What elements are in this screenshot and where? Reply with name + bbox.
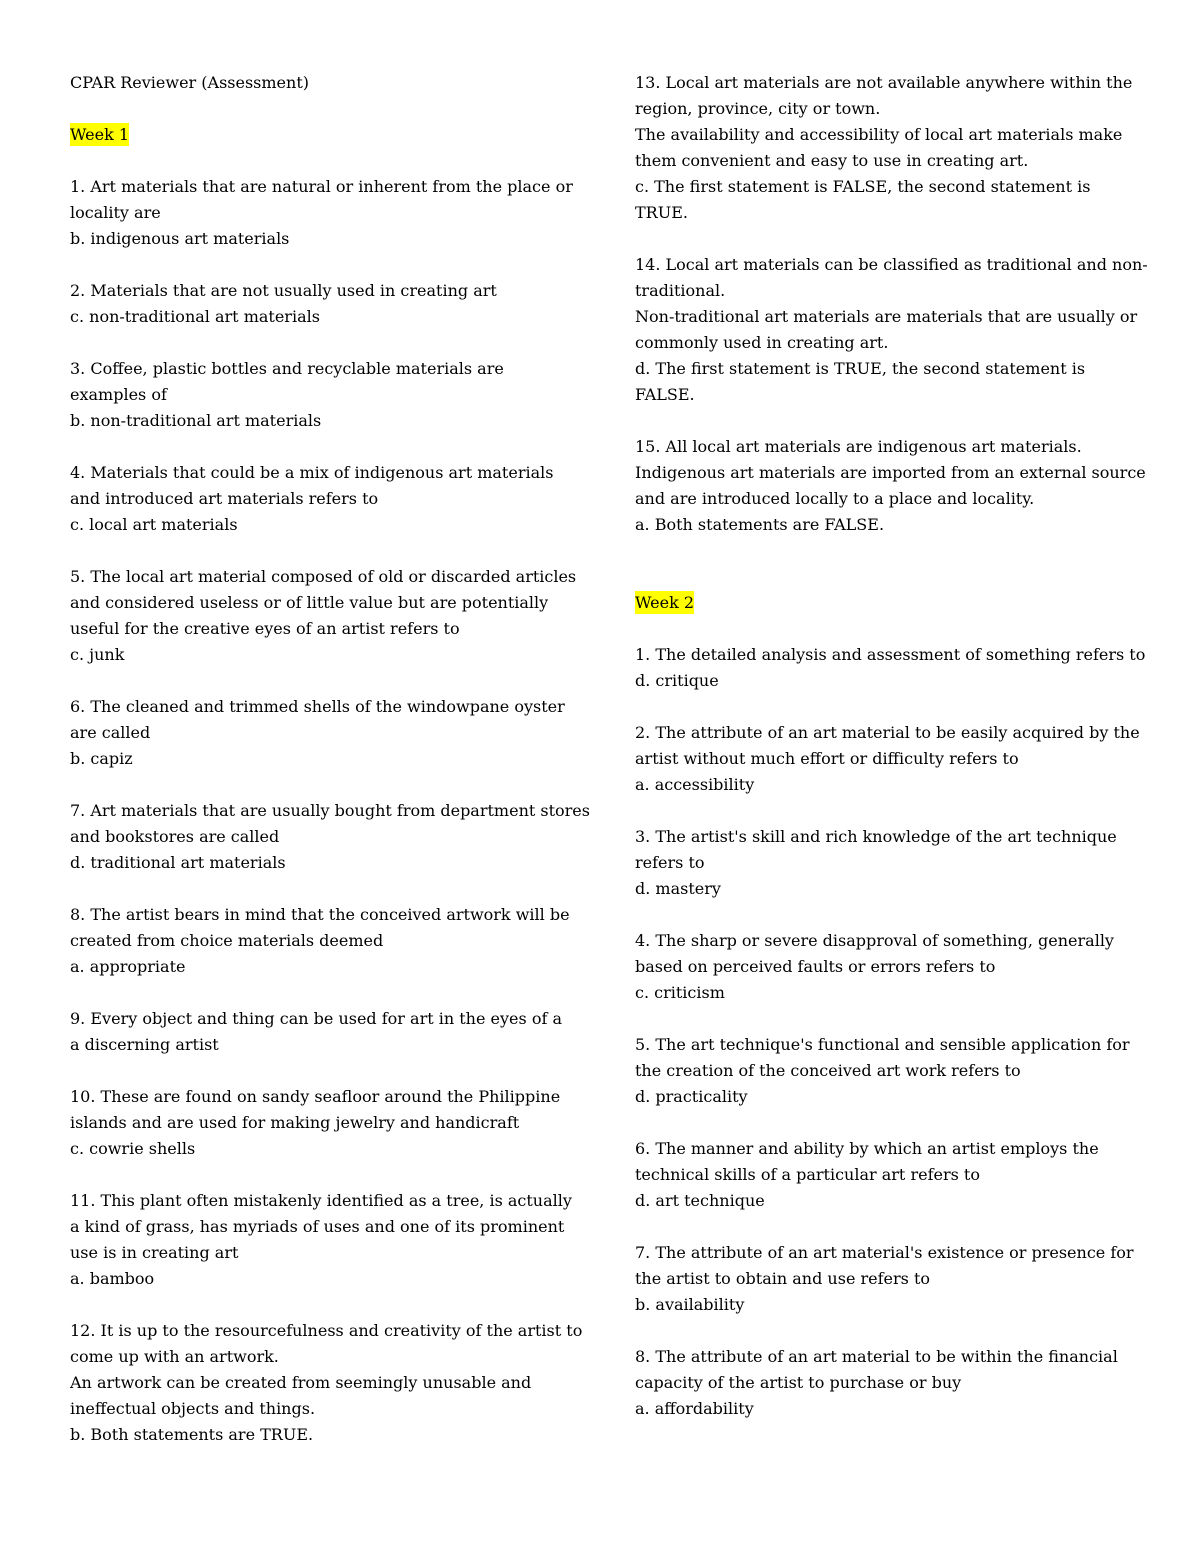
question-line: 8. The attribute of an art material to be within the financial	[635, 1347, 1118, 1366]
question-line: a. Both statements are FALSE.	[635, 515, 885, 534]
question-item	[635, 928, 1135, 1006]
spacer	[70, 96, 570, 122]
question-item	[70, 1188, 570, 1292]
question-line: c. local art materials	[70, 515, 238, 534]
question-line: 8. The artist bears in mind that the conceived artwork will be	[70, 905, 570, 924]
question-line: FALSE.	[635, 385, 695, 404]
question-line: based on perceived faults or errors refers to	[635, 957, 996, 976]
question-line: and are introduced locally to a place and locality.	[635, 489, 1035, 508]
question-line: a. accessibility	[635, 775, 755, 794]
question-line: traditional.	[635, 281, 726, 300]
question-line: c. non-traditional art materials	[70, 307, 320, 326]
spacer	[70, 148, 570, 174]
question-line: and considered useless or of little value but are potentially	[70, 593, 549, 612]
document-title: CPAR Reviewer (Assessment)	[70, 73, 309, 92]
question-item	[635, 642, 1146, 694]
question-line: 11. This plant often mistakenly identified as a tree, is actually	[70, 1191, 572, 1210]
question-item	[70, 694, 570, 772]
question-item	[70, 174, 573, 252]
question-line: artist without much effort or difficulty refers to	[635, 749, 1019, 768]
question-item	[635, 434, 1146, 538]
week-1-heading	[70, 122, 570, 148]
left-column	[70, 70, 590, 1474]
question-line: c. The first statement is FALSE, the second statement is	[635, 177, 1091, 196]
question-line: 10. These are found on sandy seafloor around the Philippine	[70, 1087, 561, 1106]
question-line: useful for the creative eyes of an artist refers to	[70, 619, 460, 638]
question-line: refers to	[635, 853, 705, 872]
question-line: region, province, city or town.	[635, 99, 881, 118]
question-line: d. mastery	[635, 879, 721, 898]
question-line: them convenient and easy to use in creating art.	[635, 151, 1029, 170]
question-line: b. non-traditional art materials	[70, 411, 322, 430]
question-item	[635, 1136, 1135, 1214]
question-line: the artist to obtain and use refers to	[635, 1269, 931, 1288]
question-line: 1. The detailed analysis and assessment of something refers to	[635, 645, 1146, 664]
question-line: 6. The cleaned and trimmed shells of the windowpane oyster	[70, 697, 565, 716]
question-line: 3. The artist's skill and rich knowledge of the art technique	[635, 827, 1117, 846]
question-line: c. junk	[70, 645, 125, 664]
question-line: islands and are used for making jewelry and handicraft	[70, 1113, 520, 1132]
question-line: d. traditional art materials	[70, 853, 286, 872]
question-line: 14. Local art materials can be classified as traditional and non-	[635, 255, 1148, 274]
question-line: a discerning artist	[70, 1035, 219, 1054]
question-item	[635, 720, 1140, 798]
question-line: 13. Local art materials are not available anywhere within the	[635, 73, 1133, 92]
question-line: the creation of the conceived art work refers to	[635, 1061, 1021, 1080]
week-2-question-list	[635, 642, 1146, 1422]
question-line: a kind of grass, has myriads of uses and one of its prominent	[70, 1217, 565, 1236]
question-line: examples of	[70, 385, 167, 404]
question-line: An artwork can be created from seemingly unusable and	[70, 1373, 532, 1392]
question-line: d. practicality	[635, 1087, 748, 1106]
question-line: b. Both statements are TRUE.	[70, 1425, 314, 1444]
question-line: Indigenous art materials are imported from an external source	[635, 463, 1146, 482]
question-line: and introduced art materials refers to	[70, 489, 379, 508]
question-line: are called	[70, 723, 151, 742]
question-line: a. bamboo	[70, 1269, 155, 1288]
question-item	[635, 1344, 1135, 1422]
question-line: c. criticism	[635, 983, 725, 1002]
question-line: b. availability	[635, 1295, 745, 1314]
question-line: a. appropriate	[70, 957, 186, 976]
question-line: 4. Materials that could be a mix of indigenous art materials	[70, 463, 554, 482]
question-item	[635, 1240, 1135, 1318]
question-line: locality are	[70, 203, 161, 222]
question-line: use is in creating art	[70, 1243, 239, 1262]
question-item	[635, 70, 1135, 226]
question-line: 12. It is up to the resourcefulness and creativity of the artist to	[70, 1321, 583, 1340]
question-line: TRUE.	[635, 203, 688, 222]
question-line: 6. The manner and ability by which an artist employs the	[635, 1139, 1099, 1158]
question-item	[70, 564, 577, 668]
spacer	[635, 564, 1135, 590]
question-item	[635, 824, 1135, 902]
question-line: 3. Coffee, plastic bottles and recyclable materials are	[70, 359, 504, 378]
question-line: commonly used in creating art.	[635, 333, 889, 352]
question-line: 2. Materials that are not usually used in creating art	[70, 281, 497, 300]
question-item	[70, 798, 590, 876]
question-item	[70, 460, 570, 538]
right-column	[635, 70, 1148, 1448]
question-line: 5. The art technique's functional and sensible application for	[635, 1035, 1130, 1054]
question-line: a. affordability	[635, 1399, 754, 1418]
question-line: 1. Art materials that are natural or inherent from the place or	[70, 177, 573, 196]
question-item	[635, 252, 1148, 408]
question-item	[70, 1318, 583, 1448]
question-line: capacity of the artist to purchase or buy	[635, 1373, 962, 1392]
question-line: 4. The sharp or severe disapproval of something, generally	[635, 931, 1114, 950]
question-line: 15. All local art materials are indigenous art materials.	[635, 437, 1082, 456]
question-item	[70, 1084, 570, 1162]
question-line: b. capiz	[70, 749, 133, 768]
question-line: created from choice materials deemed	[70, 931, 384, 950]
question-line: technical skills of a particular art refers to	[635, 1165, 980, 1184]
week-1-question-list-continued	[635, 70, 1148, 538]
question-item	[70, 902, 570, 980]
question-item	[635, 1032, 1135, 1110]
week-2-heading	[635, 590, 1135, 616]
question-line: The availability and accessibility of local art materials make	[635, 125, 1123, 144]
question-line: d. The first statement is TRUE, the second statement is	[635, 359, 1086, 378]
question-line: 7. Art materials that are usually bought from department stores	[70, 801, 590, 820]
question-line: Non-traditional art materials are materials that are usually or	[635, 307, 1138, 326]
question-line: d. critique	[635, 671, 719, 690]
question-line: come up with an artwork.	[70, 1347, 279, 1366]
question-line: and bookstores are called	[70, 827, 280, 846]
week-2-label: Week 2	[635, 593, 695, 612]
question-line: 5. The local art material composed of old or discarded articles	[70, 567, 577, 586]
question-line: 9. Every object and thing can be used for art in the eyes of a	[70, 1009, 562, 1028]
question-line: 7. The attribute of an art material's existence or presence for	[635, 1243, 1134, 1262]
week-1-question-list	[70, 174, 590, 1448]
week-1-label: Week 1	[70, 125, 130, 144]
question-item	[70, 1006, 570, 1058]
question-line: b. indigenous art materials	[70, 229, 290, 248]
question-item	[70, 278, 570, 330]
question-line: c. cowrie shells	[70, 1139, 196, 1158]
question-line: ineffectual objects and things.	[70, 1399, 316, 1418]
question-line: 2. The attribute of an art material to be easily acquired by the	[635, 723, 1140, 742]
question-line: d. art technique	[635, 1191, 765, 1210]
spacer	[635, 616, 1135, 642]
question-item	[70, 356, 570, 434]
